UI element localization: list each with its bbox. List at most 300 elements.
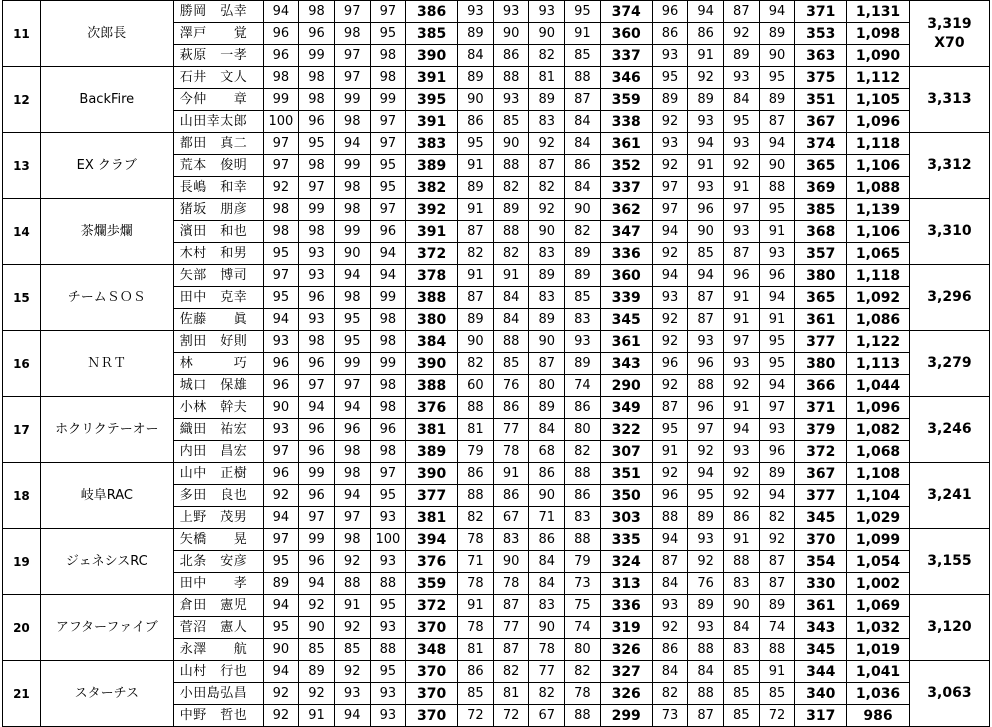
score-cell: 98 [370,45,406,67]
score-cell: 98 [334,23,370,45]
score-cell: 83 [493,529,529,551]
player-name: 長嶋 和幸 [173,177,263,199]
score-cell: 76 [688,573,724,595]
score-cell: 95 [759,353,795,375]
score-cell: 90 [493,23,529,45]
round-subtotal: 377 [795,485,847,507]
score-cell: 89 [565,243,601,265]
score-cell: 97 [263,265,299,287]
round-subtotal: 354 [795,551,847,573]
round-subtotal: 344 [795,661,847,683]
round-subtotal: 337 [600,177,652,199]
player-name: 石井 文人 [173,67,263,89]
round-subtotal: 380 [795,265,847,287]
team-rank: 11 [3,1,41,67]
round-subtotal: 346 [600,67,652,89]
score-cell: 94 [263,1,299,23]
score-cell: 96 [652,353,688,375]
score-cell: 89 [565,353,601,375]
score-cell: 85 [493,353,529,375]
score-cell: 97 [370,199,406,221]
team-total [909,397,989,463]
score-cell: 95 [299,133,335,155]
score-cell: 85 [723,705,759,727]
score-cell: 93 [299,265,335,287]
score-cell: 99 [334,353,370,375]
score-cell: 96 [299,287,335,309]
score-cell: 96 [263,353,299,375]
player-total: 1,019 [847,639,910,661]
round-subtotal: 319 [600,617,652,639]
table-row [3,397,990,419]
score-cell: 91 [458,155,494,177]
round-subtotal: 376 [406,397,458,419]
round-subtotal: 363 [795,45,847,67]
score-cell: 94 [263,309,299,331]
round-subtotal: 360 [600,23,652,45]
score-cell: 84 [652,661,688,683]
round-subtotal: 352 [600,155,652,177]
player-total: 1,099 [847,529,910,551]
score-cell: 85 [723,683,759,705]
score-cell: 88 [759,639,795,661]
score-cell: 93 [370,683,406,705]
score-cell: 95 [263,287,299,309]
score-cell: 94 [334,397,370,419]
score-cell: 94 [334,133,370,155]
score-cell: 86 [529,463,565,485]
score-cell: 88 [493,221,529,243]
score-cell: 76 [493,375,529,397]
team-total [909,595,989,661]
round-subtotal: 347 [600,221,652,243]
player-total: 1,086 [847,309,910,331]
score-cell: 96 [299,441,335,463]
score-cell: 97 [652,199,688,221]
score-cell: 88 [723,551,759,573]
score-cell: 97 [723,199,759,221]
score-cell: 83 [529,243,565,265]
player-total: 1,098 [847,23,910,45]
score-cell: 88 [565,67,601,89]
score-cell: 95 [652,67,688,89]
score-cell: 81 [529,67,565,89]
round-subtotal: 345 [795,507,847,529]
round-subtotal: 338 [600,111,652,133]
score-cell: 72 [759,705,795,727]
team-name: 次郎長 [40,1,173,67]
table-row [3,595,990,617]
round-subtotal: 391 [406,111,458,133]
round-subtotal: 366 [795,375,847,397]
score-cell: 90 [529,485,565,507]
round-subtotal: 365 [795,155,847,177]
score-cell: 93 [723,353,759,375]
score-cell: 93 [723,221,759,243]
player-total: 1,104 [847,485,910,507]
score-cell: 93 [688,331,724,353]
score-cell: 88 [458,485,494,507]
round-subtotal: 394 [406,529,458,551]
round-subtotal: 369 [795,177,847,199]
player-name: 濱田 和也 [173,221,263,243]
score-cell: 98 [299,67,335,89]
score-cell: 97 [334,45,370,67]
score-cell: 94 [688,1,724,23]
score-cell: 86 [458,463,494,485]
player-total: 986 [847,705,910,727]
player-total: 1,054 [847,551,910,573]
score-cell: 93 [370,705,406,727]
score-cell: 86 [565,397,601,419]
score-cell: 78 [493,441,529,463]
score-cell: 100 [263,111,299,133]
score-cell: 84 [529,573,565,595]
round-subtotal: 376 [406,551,458,573]
table-row [3,463,990,485]
team-total-note: X70 [934,34,965,51]
score-cell: 95 [370,661,406,683]
score-cell: 83 [723,573,759,595]
score-cell: 78 [458,573,494,595]
score-cell: 93 [263,331,299,353]
score-cell: 90 [529,221,565,243]
score-cell: 92 [263,485,299,507]
score-cell: 84 [565,111,601,133]
score-cell: 99 [299,45,335,67]
team-rank: 13 [3,133,41,199]
team-total-value: 3,246 [927,421,972,437]
team-name: チームＳＯＳ [40,265,173,331]
round-subtotal: 381 [406,507,458,529]
team-name: EX クラブ [40,133,173,199]
score-cell: 99 [334,221,370,243]
score-cell: 96 [334,419,370,441]
score-cell: 90 [759,155,795,177]
score-cell: 95 [458,133,494,155]
team-rank: 14 [3,199,41,265]
score-cell: 90 [458,89,494,111]
score-cell: 98 [334,199,370,221]
score-cell: 89 [652,89,688,111]
player-total: 1,122 [847,331,910,353]
score-cell: 87 [458,221,494,243]
score-cell: 93 [723,133,759,155]
score-cell: 85 [759,683,795,705]
score-cell: 82 [529,683,565,705]
score-cell: 67 [529,705,565,727]
player-name: 菅沼 憲人 [173,617,263,639]
table-row [3,331,990,353]
player-name: 矢部 博司 [173,265,263,287]
player-total: 1,092 [847,287,910,309]
score-cell: 75 [565,595,601,617]
player-name: 北条 安彦 [173,551,263,573]
score-cell: 96 [759,265,795,287]
player-total: 1,082 [847,419,910,441]
score-cell: 90 [334,243,370,265]
player-total: 1,096 [847,397,910,419]
round-subtotal: 361 [795,595,847,617]
score-cell: 89 [759,463,795,485]
player-name: 永澤 航 [173,639,263,661]
round-subtotal: 365 [795,287,847,309]
score-cell: 93 [652,595,688,617]
round-subtotal: 361 [795,309,847,331]
score-cell: 85 [458,683,494,705]
score-cell: 87 [688,287,724,309]
score-cell: 83 [529,287,565,309]
score-cell: 99 [299,529,335,551]
score-cell: 92 [723,155,759,177]
score-cell: 87 [759,573,795,595]
player-name: 都田 真二 [173,133,263,155]
score-cell: 91 [493,265,529,287]
score-cell: 93 [370,551,406,573]
score-cell: 94 [334,705,370,727]
team-total-value: 3,310 [927,223,972,239]
score-cell: 82 [565,661,601,683]
score-cell: 98 [334,441,370,463]
score-cell: 79 [458,441,494,463]
score-cell: 100 [370,529,406,551]
score-cell: 96 [688,397,724,419]
score-cell: 90 [529,617,565,639]
player-total: 1,105 [847,89,910,111]
score-cell: 95 [688,485,724,507]
player-total: 1,002 [847,573,910,595]
score-cell: 77 [493,617,529,639]
score-cell: 98 [370,67,406,89]
score-cell: 96 [652,1,688,23]
score-cell: 88 [493,67,529,89]
score-cell: 96 [688,199,724,221]
score-cell: 92 [334,551,370,573]
score-cell: 96 [299,353,335,375]
score-cell: 97 [263,133,299,155]
score-cell: 97 [723,331,759,353]
score-cell: 82 [493,661,529,683]
score-cell: 94 [688,133,724,155]
player-total: 1,029 [847,507,910,529]
score-cell: 97 [334,67,370,89]
score-cell: 86 [529,529,565,551]
player-total: 1,032 [847,617,910,639]
score-cell: 91 [458,199,494,221]
player-name: 佐藤 眞 [173,309,263,331]
score-cell: 83 [565,309,601,331]
round-subtotal: 340 [795,683,847,705]
player-name: 上野 茂男 [173,507,263,529]
team-total [909,199,989,265]
player-name: 荒本 俊明 [173,155,263,177]
score-cell: 92 [652,375,688,397]
round-subtotal: 313 [600,573,652,595]
round-subtotal: 370 [406,683,458,705]
score-cell: 88 [493,155,529,177]
score-cell: 99 [263,89,299,111]
team-rank: 15 [3,265,41,331]
score-cell: 88 [565,463,601,485]
score-cell: 85 [565,287,601,309]
player-name: 澤戸 覚 [173,23,263,45]
score-cell: 91 [723,309,759,331]
score-cell: 82 [759,507,795,529]
score-cell: 87 [723,1,759,23]
round-subtotal: 362 [600,199,652,221]
round-subtotal: 307 [600,441,652,463]
round-subtotal: 361 [600,331,652,353]
score-cell: 72 [458,705,494,727]
score-cell: 83 [529,595,565,617]
player-total: 1,090 [847,45,910,67]
score-cell: 94 [652,265,688,287]
player-total: 1,044 [847,375,910,397]
score-cell: 86 [565,155,601,177]
score-cell: 87 [688,705,724,727]
score-cell: 93 [565,331,601,353]
player-name: 小田島弘昌 [173,683,263,705]
score-cell: 94 [688,265,724,287]
score-cell: 92 [263,705,299,727]
score-cell: 87 [493,639,529,661]
score-cell: 72 [493,705,529,727]
round-subtotal: 367 [795,463,847,485]
player-name: 山村 行也 [173,661,263,683]
score-cell: 94 [299,397,335,419]
score-cell: 89 [759,595,795,617]
round-subtotal: 368 [795,221,847,243]
score-cell: 88 [688,683,724,705]
score-cell: 97 [263,441,299,463]
score-cell: 98 [334,287,370,309]
round-subtotal: 388 [406,375,458,397]
score-cell: 89 [458,309,494,331]
score-cell: 94 [723,419,759,441]
player-total: 1,088 [847,177,910,199]
score-cell: 96 [759,441,795,463]
score-cell: 87 [759,111,795,133]
score-cell: 78 [529,639,565,661]
score-cell: 96 [688,353,724,375]
score-cell: 84 [458,45,494,67]
round-subtotal: 330 [795,573,847,595]
table-row [3,67,990,89]
round-subtotal: 371 [795,397,847,419]
score-cell: 84 [529,419,565,441]
score-cell: 92 [263,177,299,199]
score-cell: 89 [529,309,565,331]
player-name: 中野 哲也 [173,705,263,727]
score-cell: 96 [370,419,406,441]
score-cell: 99 [370,89,406,111]
score-cell: 93 [493,1,529,23]
score-cell: 91 [688,155,724,177]
score-cell: 86 [723,507,759,529]
score-cell: 88 [565,705,601,727]
team-total [909,331,989,397]
score-cell: 97 [688,419,724,441]
score-cell: 80 [529,375,565,397]
score-cell: 94 [759,1,795,23]
round-subtotal: 380 [795,353,847,375]
round-subtotal: 351 [600,463,652,485]
player-total: 1,106 [847,221,910,243]
score-cell: 87 [565,89,601,111]
score-cell: 68 [529,441,565,463]
player-name: 内田 昌宏 [173,441,263,463]
score-cell: 74 [759,617,795,639]
score-cell: 93 [652,287,688,309]
round-subtotal: 392 [406,199,458,221]
score-cell: 98 [263,221,299,243]
score-cell: 89 [529,89,565,111]
score-cell: 97 [334,507,370,529]
score-cell: 71 [458,551,494,573]
score-cell: 87 [493,595,529,617]
score-cell: 93 [723,441,759,463]
score-cell: 90 [688,221,724,243]
score-cell: 94 [759,133,795,155]
table-row [3,529,990,551]
team-total [909,265,989,331]
score-cell: 90 [529,331,565,353]
score-cell: 82 [565,441,601,463]
score-cell: 95 [370,595,406,617]
player-name: 倉田 憲児 [173,595,263,617]
score-cell: 98 [370,331,406,353]
score-cell: 82 [458,243,494,265]
round-subtotal: 359 [600,89,652,111]
round-subtotal: 380 [406,309,458,331]
score-cell: 89 [493,199,529,221]
score-cell: 92 [652,309,688,331]
score-cell: 88 [493,331,529,353]
score-cell: 94 [299,573,335,595]
score-cell: 91 [493,463,529,485]
score-cell: 87 [688,309,724,331]
score-cell: 84 [652,573,688,595]
score-cell: 85 [723,661,759,683]
round-subtotal: 390 [406,45,458,67]
team-name: 岐阜RAC [40,463,173,529]
score-cell: 92 [723,485,759,507]
score-cell: 94 [370,243,406,265]
score-cell: 82 [493,243,529,265]
round-subtotal: 390 [406,463,458,485]
round-subtotal: 336 [600,243,652,265]
score-cell: 89 [529,265,565,287]
score-cell: 87 [759,551,795,573]
round-subtotal: 361 [600,133,652,155]
round-subtotal: 372 [795,441,847,463]
round-subtotal: 359 [406,573,458,595]
score-cell: 95 [263,617,299,639]
team-total-value: 3,296 [927,289,972,305]
player-name: 多田 良也 [173,485,263,507]
round-subtotal: 388 [406,287,458,309]
round-subtotal: 386 [406,1,458,23]
score-cell: 96 [299,551,335,573]
team-total-value: 3,319 [927,15,972,32]
score-cell: 96 [723,265,759,287]
score-cell: 92 [688,551,724,573]
round-subtotal: 348 [406,639,458,661]
player-name: 織田 祐宏 [173,419,263,441]
player-total: 1,041 [847,661,910,683]
player-name: 林 巧 [173,353,263,375]
score-cell: 96 [370,221,406,243]
